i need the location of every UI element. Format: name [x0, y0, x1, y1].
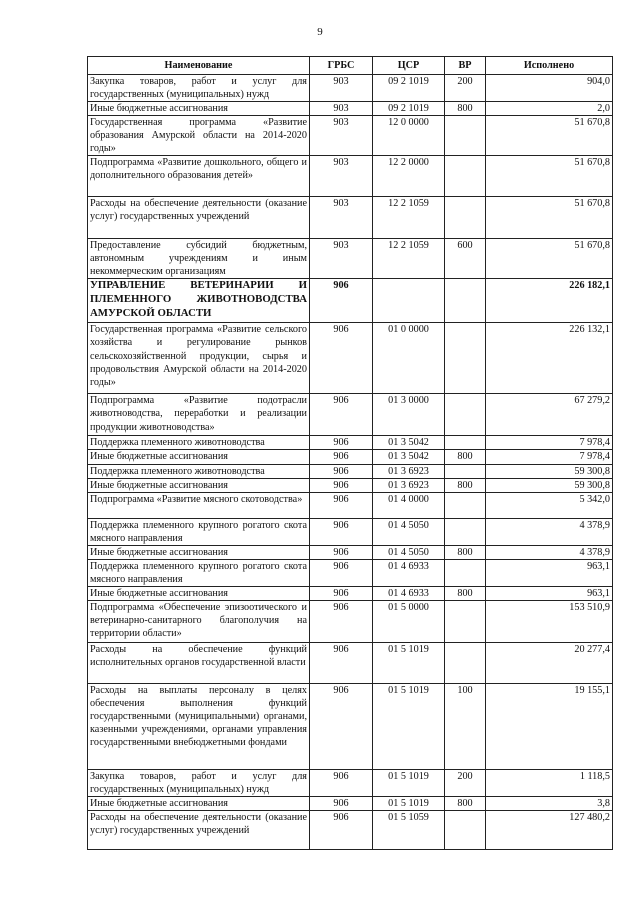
table-row — [88, 239, 613, 279]
table-row — [88, 642, 613, 683]
table-row — [88, 811, 613, 850]
row-grbs-cell: 906 — [310, 492, 373, 518]
row-grbs-cell: 906 — [310, 518, 373, 545]
row-grbs-cell: 906 — [310, 683, 373, 769]
row-executed-cell: 226 182,1 — [486, 279, 613, 323]
table-row — [88, 102, 613, 116]
row-executed-cell: 59 300,8 — [486, 464, 613, 478]
header-executed: Исполнено — [486, 57, 613, 75]
row-vr-cell: 800 — [445, 478, 486, 492]
row-executed-cell: 904,0 — [486, 75, 613, 102]
row-vr-cell — [445, 116, 486, 156]
table-row — [88, 394, 613, 436]
row-grbs-cell: 906 — [310, 811, 373, 850]
row-csr-cell: 12 2 0000 — [373, 156, 445, 197]
table-row — [88, 518, 613, 545]
row-name-cell: Подпрограмма «Обеспечение эпизоотического и ветеринарно-санитарного благополучия на территории области» — [88, 600, 310, 642]
row-csr-cell: 01 4 6933 — [373, 559, 445, 586]
row-csr-cell: 09 2 1019 — [373, 75, 445, 102]
row-csr-cell: 12 2 1059 — [373, 239, 445, 279]
row-name-cell: Поддержка племенного крупного рогатого скота мясного направления — [88, 518, 310, 545]
row-csr-cell: 01 5 1019 — [373, 642, 445, 683]
table-row — [88, 75, 613, 102]
row-name-cell: УПРАВЛЕНИЕ ВЕТЕРИНАРИИ И ПЛЕМЕННОГО ЖИВОТНОВОДСТВА АМУРСКОЙ ОБЛАСТИ — [88, 279, 310, 323]
row-executed-cell: 51 670,8 — [486, 156, 613, 197]
row-name-cell: Иные бюджетные ассигнования — [88, 796, 310, 810]
row-executed-cell: 226 132,1 — [486, 323, 613, 394]
row-csr-cell: 01 4 0000 — [373, 492, 445, 518]
row-executed-cell: 7 978,4 — [486, 436, 613, 450]
table-row — [88, 478, 613, 492]
row-name-cell: Предоставление субсидий бюджетным, автономным учреждениям и иным некоммерческим организациям — [88, 239, 310, 279]
row-csr-cell: 01 3 5042 — [373, 436, 445, 450]
row-executed-cell: 7 978,4 — [486, 450, 613, 464]
row-grbs-cell: 903 — [310, 116, 373, 156]
row-vr-cell: 800 — [445, 545, 486, 559]
row-vr-cell — [445, 156, 486, 197]
row-vr-cell — [445, 464, 486, 478]
table-row — [88, 450, 613, 464]
row-name-cell: Расходы на выплаты персоналу в целях обеспечения выполнения функций государственными (муниципальными) органами, казенными учреждениями, органами управления государственными внебюджетными фондами — [88, 683, 310, 769]
row-executed-cell: 2,0 — [486, 102, 613, 116]
table-row — [88, 323, 613, 394]
row-vr-cell — [445, 600, 486, 642]
page-number: 9 — [317, 26, 323, 38]
table-row — [88, 559, 613, 586]
row-csr-cell: 01 4 5050 — [373, 518, 445, 545]
row-csr-cell: 01 4 6933 — [373, 586, 445, 600]
row-vr-cell — [445, 436, 486, 450]
row-grbs-cell: 906 — [310, 279, 373, 323]
row-grbs-cell: 903 — [310, 75, 373, 102]
row-csr-cell: 01 5 1019 — [373, 796, 445, 810]
row-executed-cell: 963,1 — [486, 586, 613, 600]
row-name-cell: Закупка товаров, работ и услуг для государственных (муниципальных) нужд — [88, 769, 310, 796]
row-executed-cell: 67 279,2 — [486, 394, 613, 436]
table-row — [88, 492, 613, 518]
table-header-row — [88, 57, 613, 75]
row-vr-cell — [445, 197, 486, 239]
row-vr-cell: 800 — [445, 102, 486, 116]
row-csr-cell: 12 2 1059 — [373, 197, 445, 239]
row-vr-cell: 200 — [445, 769, 486, 796]
row-name-cell: Расходы на обеспечение деятельности (оказание услуг) государственных учреждений — [88, 197, 310, 239]
table-row — [88, 600, 613, 642]
row-csr-cell: 01 3 6923 — [373, 478, 445, 492]
row-executed-cell: 19 155,1 — [486, 683, 613, 769]
row-executed-cell: 51 670,8 — [486, 239, 613, 279]
table-row — [88, 464, 613, 478]
row-grbs-cell: 903 — [310, 102, 373, 116]
row-csr-cell: 01 0 0000 — [373, 323, 445, 394]
table-row — [88, 156, 613, 197]
header-csr: ЦСР — [373, 57, 445, 75]
row-csr-cell: 01 3 5042 — [373, 450, 445, 464]
row-csr-cell: 01 4 5050 — [373, 545, 445, 559]
row-grbs-cell: 906 — [310, 450, 373, 464]
row-csr-cell: 12 0 0000 — [373, 116, 445, 156]
table-body — [88, 75, 613, 850]
row-name-cell: Расходы на обеспечение деятельности (оказание услуг) государственных учреждений — [88, 811, 310, 850]
row-csr-cell: 01 5 1019 — [373, 683, 445, 769]
table-row — [88, 197, 613, 239]
row-vr-cell: 800 — [445, 796, 486, 810]
row-name-cell: Государственная программа «Развитие образования Амурской области на 2014-2020 годы» — [88, 116, 310, 156]
row-executed-cell: 51 670,8 — [486, 197, 613, 239]
row-name-cell: Иные бюджетные ассигнования — [88, 450, 310, 464]
row-name-cell: Иные бюджетные ассигнования — [88, 545, 310, 559]
table-row — [88, 545, 613, 559]
row-name-cell: Государственная программа «Развитие сельского хозяйства и регулирование рынков сельскохозяйственной продукции, сырья и продовольствия Амурской области на 2014-2020 годы» — [88, 323, 310, 394]
row-executed-cell: 4 378,9 — [486, 518, 613, 545]
row-name-cell: Закупка товаров, работ и услуг для государственных (муниципальных) нужд — [88, 75, 310, 102]
row-vr-cell: 800 — [445, 450, 486, 464]
row-grbs-cell: 903 — [310, 156, 373, 197]
row-name-cell: Поддержка племенного крупного рогатого скота мясного направления — [88, 559, 310, 586]
row-vr-cell — [445, 492, 486, 518]
row-vr-cell: 100 — [445, 683, 486, 769]
row-grbs-cell: 906 — [310, 478, 373, 492]
row-vr-cell — [445, 279, 486, 323]
row-grbs-cell: 906 — [310, 323, 373, 394]
row-grbs-cell: 906 — [310, 394, 373, 436]
table-row — [88, 796, 613, 810]
header-name: Наименование — [88, 57, 310, 75]
row-csr-cell: 01 5 0000 — [373, 600, 445, 642]
table-row — [88, 279, 613, 323]
row-csr-cell: 01 3 6923 — [373, 464, 445, 478]
row-grbs-cell: 906 — [310, 642, 373, 683]
row-grbs-cell: 903 — [310, 197, 373, 239]
row-name-cell: Иные бюджетные ассигнования — [88, 586, 310, 600]
row-executed-cell: 51 670,8 — [486, 116, 613, 156]
row-grbs-cell: 906 — [310, 464, 373, 478]
row-csr-cell: 01 3 0000 — [373, 394, 445, 436]
row-vr-cell — [445, 811, 486, 850]
row-name-cell: Подпрограмма «Развитие подотрасли животноводства, переработки и реализации продукции животноводства» — [88, 394, 310, 436]
table-row — [88, 586, 613, 600]
row-executed-cell: 963,1 — [486, 559, 613, 586]
row-executed-cell: 59 300,8 — [486, 478, 613, 492]
row-grbs-cell: 906 — [310, 769, 373, 796]
row-executed-cell: 1 118,5 — [486, 769, 613, 796]
header-grbs: ГРБС — [310, 57, 373, 75]
row-vr-cell: 800 — [445, 586, 486, 600]
row-executed-cell: 20 277,4 — [486, 642, 613, 683]
table-row — [88, 436, 613, 450]
row-grbs-cell: 906 — [310, 600, 373, 642]
header-vr: ВР — [445, 57, 486, 75]
row-grbs-cell: 906 — [310, 796, 373, 810]
row-grbs-cell: 906 — [310, 586, 373, 600]
row-csr-cell: 01 5 1019 — [373, 769, 445, 796]
row-vr-cell: 200 — [445, 75, 486, 102]
row-executed-cell: 127 480,2 — [486, 811, 613, 850]
row-executed-cell: 3,8 — [486, 796, 613, 810]
table-row — [88, 769, 613, 796]
row-name-cell: Поддержка племенного животноводства — [88, 464, 310, 478]
row-name-cell: Поддержка племенного животноводства — [88, 436, 310, 450]
row-vr-cell — [445, 394, 486, 436]
row-executed-cell: 4 378,9 — [486, 545, 613, 559]
row-executed-cell: 5 342,0 — [486, 492, 613, 518]
row-csr-cell — [373, 279, 445, 323]
row-vr-cell: 600 — [445, 239, 486, 279]
row-executed-cell: 153 510,9 — [486, 600, 613, 642]
row-grbs-cell: 903 — [310, 239, 373, 279]
budget-execution-table — [87, 56, 613, 850]
row-name-cell: Расходы на обеспечение функций исполнительных органов государственной власти — [88, 642, 310, 683]
row-vr-cell — [445, 559, 486, 586]
row-grbs-cell: 906 — [310, 559, 373, 586]
row-csr-cell: 09 2 1019 — [373, 102, 445, 116]
row-grbs-cell: 906 — [310, 436, 373, 450]
row-csr-cell: 01 5 1059 — [373, 811, 445, 850]
row-vr-cell — [445, 323, 486, 394]
row-name-cell: Подпрограмма «Развитие дошкольного, общего и дополнительного образования детей» — [88, 156, 310, 197]
row-name-cell: Иные бюджетные ассигнования — [88, 102, 310, 116]
row-name-cell: Иные бюджетные ассигнования — [88, 478, 310, 492]
row-vr-cell — [445, 642, 486, 683]
table-row — [88, 116, 613, 156]
table-row — [88, 683, 613, 769]
row-grbs-cell: 906 — [310, 545, 373, 559]
row-name-cell: Подпрограмма «Развитие мясного скотоводства» — [88, 492, 310, 518]
row-vr-cell — [445, 518, 486, 545]
